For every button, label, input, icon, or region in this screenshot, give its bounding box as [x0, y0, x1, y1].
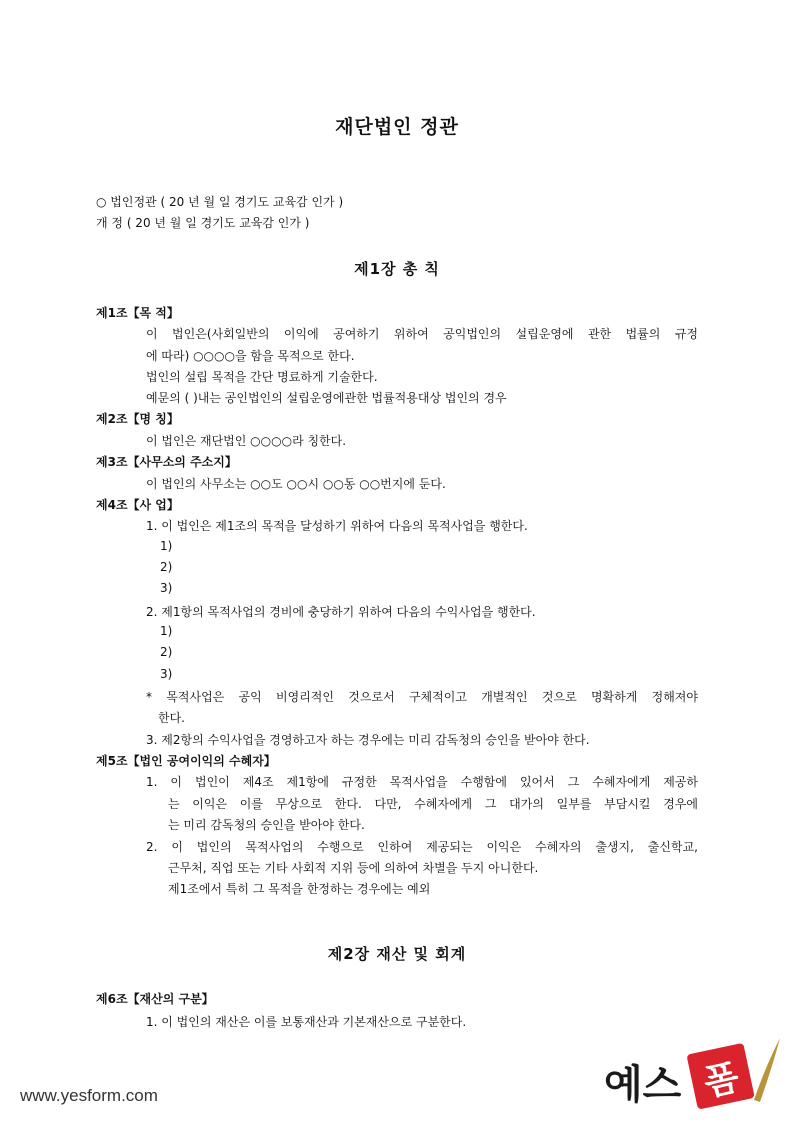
chapter-heading-1: 제1장 총 칙	[354, 260, 440, 278]
article-4-note: 한다.	[158, 711, 185, 725]
article-4-item: 1. 이 법인은 제1조의 목적을 달성하기 위하여 다음의 목적사업을 행한다.	[146, 519, 528, 533]
article-4-subitem: 1)	[160, 624, 173, 638]
article-6-item: 1. 이 법인의 재산은 이를 보통재산과 기본재산으로 구분한다.	[146, 1015, 467, 1029]
article-2-heading: 제2조【명 칭】	[96, 412, 179, 426]
article-2-line: 이 법인은 재단법인 ○○○○라 칭한다.	[146, 434, 347, 448]
article-5-heading: 제5조【법인 공여이익의 수혜자】	[96, 754, 276, 768]
article-1-line: 법인의 설립 목적을 간단 명료하게 기술한다.	[146, 370, 378, 384]
article-4-subitem: 2)	[160, 560, 173, 574]
chapter-heading-2: 제2장 재산 및 회계	[327, 945, 467, 963]
article-4-item: 3. 제2항의 수익사업을 경영하고자 하는 경우에는 미리 감독청의 승인을 받아야 한다.	[146, 733, 590, 747]
article-5-item: 는 이익은 이를 무상으로 한다. 다만, 수혜자에게 그 대가의 일부를 부담시킬 경우에	[168, 797, 698, 811]
article-4-note: * 목적사업은 공익 비영리적인 것으로서 구체적이고 개별적인 것으로 명확하게 정해져야	[146, 690, 698, 704]
article-4-subitem: 3)	[160, 667, 173, 681]
footer-url[interactable]: www.yesform.com	[20, 1086, 158, 1105]
article-1-line: 예문의 ( )내는 공인법인의 설립운영에관한 법률적용대상 법인의 경우	[146, 391, 507, 405]
logo-graphic	[604, 1030, 784, 1110]
article-1-heading: 제1조【목 적】	[96, 306, 179, 320]
document-title: 재단법인 정관	[335, 116, 459, 138]
article-4-subitem: 1)	[160, 539, 173, 553]
article-5-item: 근무처, 직업 또는 기타 사회적 지위 등에 의하여 차별을 두지 아니한다.	[168, 861, 539, 875]
article-6-heading: 제6조【재산의 구분】	[96, 992, 214, 1006]
article-4-item: 2. 제1항의 목적사업의 경비에 충당하기 위하여 다음의 수익사업을 행한다.	[146, 605, 536, 619]
article-1-line: 에 따라) ○○○○을 함을 목적으로 한다.	[146, 349, 355, 363]
article-4-heading: 제4조【사 업】	[96, 498, 179, 512]
article-4-subitem: 2)	[160, 645, 173, 659]
article-5-item: 제1조에서 특히 그 목적을 한정하는 경우에는 예외	[168, 882, 431, 896]
meta-approval: ○ 법인정관 ( 20 년 월 일 경기도 교육감 인가 )	[96, 195, 344, 209]
yesform-logo	[604, 1030, 784, 1110]
article-3-heading: 제3조【사무소의 주소지】	[96, 455, 237, 469]
logo-text-light: 폼	[700, 1056, 743, 1105]
article-4-subitem: 3)	[160, 581, 173, 595]
meta-revision: 개 정 ( 20 년 월 일 경기도 교육감 인가 )	[96, 216, 310, 230]
article-1-line: 이 법인은(사회일반의 이익에 공여하기 위하여 공익법인의 설립운영에 관한 법률의 규정	[146, 327, 698, 341]
article-5-item: 2. 이 법인의 목적사업의 수행으로 인하여 제공되는 이익은 수혜자의 출생지, 출신학교,	[146, 840, 698, 854]
logo-text-dark: 예스	[604, 1062, 682, 1108]
article-5-item: 1. 이 법인이 제4조 제1항에 규정한 목적사업을 수행함에 있어서 그 수혜자에게 제공하	[146, 775, 698, 789]
article-3-line: 이 법인의 사무소는 ○○도 ○○시 ○○동 ○○번지에 둔다.	[146, 477, 446, 491]
article-5-item: 는 미리 감독청의 승인을 받아야 한다.	[168, 818, 365, 832]
quill-icon	[754, 1038, 780, 1102]
